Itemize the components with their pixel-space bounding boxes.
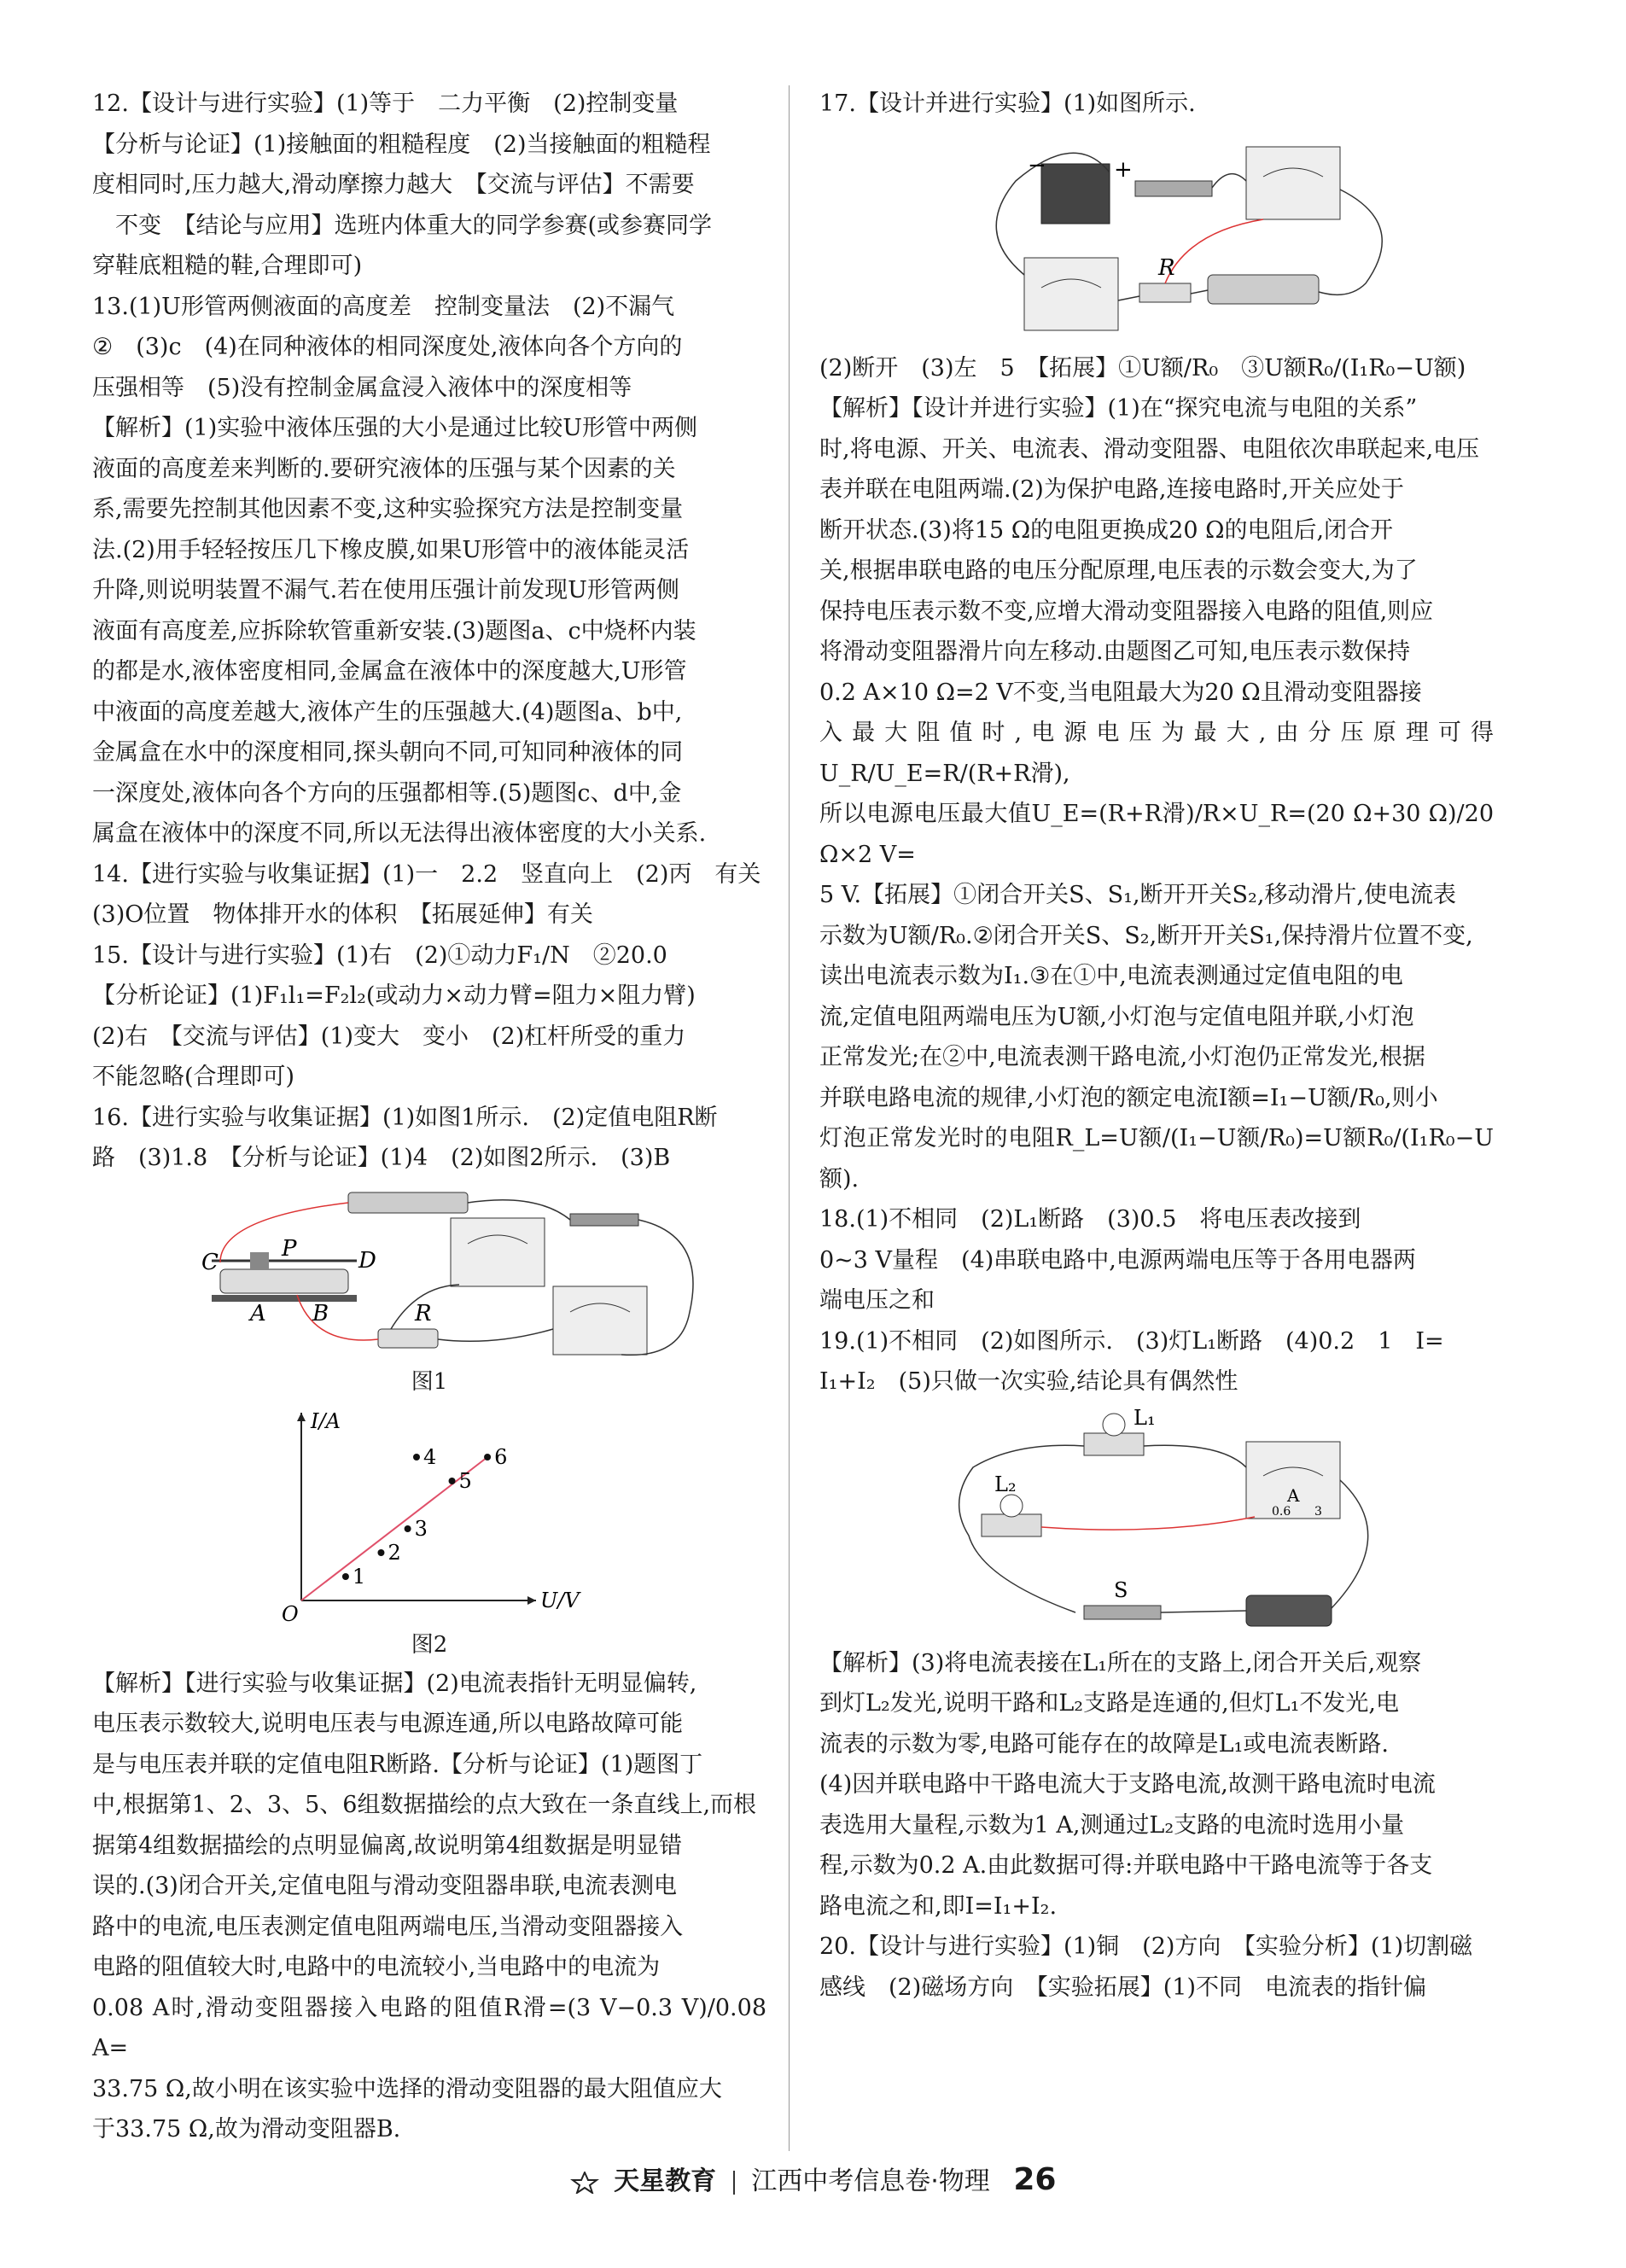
text-line: (4)因并联电路中干路电流大于支路电流,故测干路电流时电流 <box>819 1771 1436 1798</box>
text-line: 路 (3)1.8 【分析与论证】(1)4 (2)如图2所示. (3)B <box>92 1145 671 1171</box>
point-label-4: 4 <box>423 1444 437 1469</box>
text-line: 15.【设计与进行实验】(1)右 (2)①动力F₁/N ②20.0 <box>92 942 667 969</box>
figure-17 <box>819 130 1494 343</box>
right-text-block-2 <box>819 1643 1494 2009</box>
ammeter <box>1024 258 1118 330</box>
text-line: 保持电压表示数不变,应增大滑动变阻器接入电路的阻值,则应 <box>819 598 1434 625</box>
text-line: 于33.75 Ω,故为滑动变阻器B. <box>92 2116 401 2143</box>
text-line: 不变 【结论与应用】选班内体重大的同学参赛(或参赛同学 <box>92 212 713 239</box>
text-line: 16.【进行实验与收集证据】(1)如图1所示. (2)定值电阻R断 <box>92 1104 718 1131</box>
wire <box>438 1329 553 1341</box>
switch <box>1084 1606 1161 1619</box>
text-line: (2)断开 (3)左 5 【拓展】①U额/R₀ ③U额R₀/(I₁R₀−U额) <box>819 354 1466 382</box>
text-line: 并联电路电流的规律,小灯泡的额定电流I额=I₁−U额/R₀,则小 <box>819 1084 1438 1111</box>
circuit-figure-19 <box>819 1408 1494 1638</box>
text-line: 系,需要先控制其他因素不变,这种实验探究方法是控制变量 <box>92 496 684 522</box>
figure-1 <box>92 1184 766 1397</box>
text-line: 流,定值电阻两端电压为U额,小灯泡与定值电阻并联,小灯泡 <box>819 1003 1414 1030</box>
label-r: R <box>415 1300 432 1326</box>
battery <box>1246 1595 1332 1626</box>
text-line: 12.【设计与进行实验】(1)等于 二力平衡 (2)控制变量 <box>92 90 679 117</box>
text-line: 【解析】(1)实验中液体压强的大小是通过比较U形管中两侧 <box>92 415 697 441</box>
battery-pack <box>1041 164 1110 224</box>
label-s: S <box>1114 1577 1128 1602</box>
right-column <box>819 84 1494 2008</box>
switch <box>1135 181 1212 196</box>
label-ammeter-a: A <box>1287 1484 1300 1506</box>
rheostat-body <box>220 1269 348 1293</box>
text-line: 电路的阻值较大时,电路中的电流较小,当电路中的电流为 <box>92 1954 661 1980</box>
text-line: 读出电流表示数为I₁.③在①中,电流表测通过定值电阻的电 <box>819 963 1403 989</box>
text-line: 的都是水,液体密度相同,金属盒在液体中的深度越大,U形管 <box>92 658 687 685</box>
resistor-r <box>1139 283 1191 302</box>
text-line: 度相同时,压力越大,滑动摩擦力越大 【交流与评估】不需要 <box>92 172 695 198</box>
text-line: 示数为U额/R₀.②闭合开关S、S₂,断开开关S₁,保持滑片位置不变, <box>819 922 1473 949</box>
footer-separator <box>733 2171 735 2195</box>
text-line: 程,示数为0.2 A.由此数据可得:并联电路中干路电流等于各支 <box>819 1852 1433 1879</box>
text-line: 液面有高度差,应拆除软管重新安装.(3)题图a、c中烧杯内装 <box>92 617 696 644</box>
wire <box>1161 1611 1246 1612</box>
text-line: 5 V.【拓展】①闭合开关S、S₁,断开开关S₂,移动滑片,使电流表 <box>819 882 1457 908</box>
point-label-2: 2 <box>388 1540 401 1565</box>
voltmeter <box>451 1218 545 1286</box>
ammeter <box>1246 1442 1340 1519</box>
voltmeter <box>1246 147 1340 219</box>
label-r: R <box>1158 254 1175 281</box>
star-logo-icon <box>570 2172 599 2194</box>
brand-name: 天星教育 <box>614 2166 717 2196</box>
point-label-1: 1 <box>352 1564 366 1589</box>
data-point-3 <box>405 1525 411 1532</box>
label-plus: + <box>1114 156 1133 183</box>
text-line: 金属盒在水中的深度相同,探头朝向不同,可知同种液体的同 <box>92 739 684 766</box>
text-line: 中液面的高度差越大,液体产生的压强越大.(4)题图a、b中, <box>92 698 683 726</box>
text-line: 路电流之和,即I=I₁+I₂. <box>819 1892 1058 1920</box>
y-axis-arrow <box>297 1413 306 1421</box>
wire <box>1212 173 1246 187</box>
text-line: 液面的高度差来判断的.要研究液体的压强与某个因素的关 <box>92 455 676 482</box>
text-line: 压强相等 (5)没有控制金属盒浸入液体中的深度相等 <box>92 374 632 401</box>
label-range-3: 3 <box>1314 1504 1322 1519</box>
lamp-l1 <box>1103 1414 1125 1436</box>
column-divider <box>789 85 790 2151</box>
wire <box>1191 290 1208 294</box>
text-line: (3)O位置 物体排开水的体积 【拓展延伸】有关 <box>92 901 593 928</box>
figure-19 <box>819 1408 1494 1638</box>
label-l1: L₁ <box>1134 1407 1156 1430</box>
text-line: 到灯L₂发光,说明干路和L₂支路是连通的,但灯L₁不发光,电 <box>819 1690 1400 1717</box>
text-line: 中,根据第1、2、3、5、6组数据描绘的点大致在一条直线上,而根 <box>92 1792 757 1818</box>
text-line: 20.【设计与进行实验】(1)铜 (2)方向 【实验分析】(1)切割磁 <box>819 1933 1473 1960</box>
point-label-3: 3 <box>414 1516 428 1541</box>
circuit-figure-1 <box>92 1184 766 1363</box>
text-line: 升降,则说明装置不漏气.若在使用压强计前发现U形管两侧 <box>92 577 679 603</box>
text-line: 据第4组数据描绘的点明显偏离,故说明第4组数据是明显错 <box>92 1832 682 1859</box>
lamp-l2-holder <box>982 1514 1041 1536</box>
text-line: 是与电压表并联的定值电阻R断路.【分析与论证】(1)题图丁 <box>92 1751 703 1778</box>
label-b: B <box>312 1300 329 1326</box>
origin-label: O <box>282 1601 299 1626</box>
text-line: 所以电源电压最大值U_E=(R+R滑)/R×U_R=(20 Ω+30 Ω)/20 Ω×2 V= <box>819 801 1494 868</box>
data-point-2 <box>377 1549 384 1556</box>
figure-2-caption: 图2 <box>411 1631 448 1658</box>
text-line: 【解析】(3)将电流表接在L₁所在的支路上,闭合开关后,观察 <box>819 1649 1422 1676</box>
text-line: I₁+I₂ (5)只做一次实验,结论具有偶然性 <box>819 1368 1238 1395</box>
text-line: 表并联在电阻两端.(2)为保护电路,连接电路时,开关应处于 <box>819 476 1404 503</box>
data-point-1 <box>342 1573 349 1580</box>
page-number: 26 <box>1013 2162 1057 2197</box>
iu-chart <box>92 1402 766 1626</box>
text-line: 一深度处,液体向各个方向的压强都相等.(5)题图c、d中,金 <box>92 779 682 807</box>
lamp-l2 <box>1000 1495 1023 1517</box>
left-column <box>92 84 766 2150</box>
lamp-l1-holder <box>1084 1433 1144 1455</box>
text-line: 误的.(3)闭合开关,定值电阻与滑动变阻器串联,电流表测电 <box>92 1873 677 1899</box>
text-line: 19.(1)不相同 (2)如图所示. (3)灯L₁断路 (4)0.2 1 I= <box>819 1327 1444 1355</box>
text-line: 路中的电流,电压表测定值电阻两端电压,当滑动变阻器接入 <box>92 1913 684 1940</box>
left-text-block <box>92 84 766 1179</box>
text-line: 入最大阻值时,电源电压为最大,由分压原理可得U_R/U_E=R/(R+R滑), <box>819 720 1494 787</box>
wire <box>1118 296 1139 300</box>
wire <box>1165 219 1263 283</box>
text-line: 端电压之和 <box>819 1287 935 1314</box>
text-line: 14.【进行实验与收集证据】(1)一 2.2 竖直向上 (2)丙 有关 <box>92 860 761 888</box>
wire <box>468 1199 570 1219</box>
y-axis-label: I/A <box>311 1408 341 1433</box>
data-point-4 <box>413 1454 420 1460</box>
figure-1-caption: 图1 <box>411 1368 448 1395</box>
text-line: ② (3)c (4)在同种液体的相同深度处,液体向各个方向的 <box>92 334 683 360</box>
text-line: 关,根据串联电路的电压分配原理,电压表的示数会变大,为了 <box>819 557 1418 584</box>
footer-title: 江西中考信息卷·物理 <box>751 2166 990 2196</box>
text-line: 13.(1)U形管两侧液面的高度差 控制变量法 (2)不漏气 <box>92 293 675 320</box>
rheostat-slider <box>250 1252 269 1269</box>
ammeter <box>553 1286 647 1355</box>
label-c: C <box>201 1249 219 1275</box>
text-line: 表选用大量程,示数为1 A,测通过L₂支路的电流时选用小量 <box>819 1811 1405 1839</box>
text-line: 【解析】【进行实验与收集证据】(2)电流表指针无明显偏转, <box>92 1670 697 1697</box>
text-line: 将滑动变阻器滑片向左移动.由题图乙可知,电压表示数保持 <box>819 638 1411 665</box>
label-a: A <box>250 1300 266 1326</box>
label-l2: L₂ <box>994 1472 1017 1496</box>
text-line: 法.(2)用手轻轻按压几下橡皮膜,如果U形管中的液体能灵活 <box>92 536 690 563</box>
text-line: 时,将电源、开关、电流表、滑动变阻器、电阻依次串联起来,电压 <box>819 435 1480 463</box>
x-axis-arrow <box>527 1596 536 1605</box>
text-line: 不能忽略(合理即可) <box>92 1064 295 1090</box>
text-line: 灯泡正常发光时的电阻R_L=U额/(I₁−U额/R₀)=U额R₀/(I₁R₀−U额). <box>819 1125 1494 1192</box>
wire <box>1144 1445 1246 1467</box>
data-point-5 <box>449 1478 456 1484</box>
resistor-r <box>378 1329 438 1348</box>
page-footer <box>0 2160 1626 2197</box>
text-line: 流表的示数为零,电路可能存在的故障是L₁或电流表断路. <box>819 1730 1389 1758</box>
text-line: 17.【设计并进行实验】(1)如图所示. <box>819 90 1196 117</box>
right-text-block <box>819 348 1494 1402</box>
text-line: 正常发光;在②中,电流表测干路电流,小灯泡仍正常发光,根据 <box>819 1044 1425 1070</box>
x-axis-label: U/V <box>540 1588 580 1612</box>
text-line: 穿鞋底粗糙的鞋,合理即可) <box>92 253 363 279</box>
label-p: P <box>282 1235 297 1262</box>
text-line: 0~3 V量程 (4)串联电路中,电源两端电压等于各用电器两 <box>819 1246 1416 1274</box>
figure-2 <box>92 1402 766 1659</box>
switch <box>570 1214 638 1226</box>
text-line: 断开状态.(3)将15 Ω的电阻更换成20 Ω的电阻后,闭合开 <box>819 516 1394 544</box>
text-line: 0.2 A×10 Ω=2 V不变,当电阻最大为20 Ω且滑动变阻器接 <box>819 679 1422 706</box>
wire <box>1041 1517 1255 1530</box>
text-line: 【解析】【设计并进行实验】(1)在“探究电流与电阻的关系” <box>819 395 1418 422</box>
circuit-figure-17 <box>819 130 1494 343</box>
text-line: 感线 (2)磁场方向 【实验拓展】(1)不同 电流表的指针偏 <box>819 1974 1426 2001</box>
data-point-6 <box>484 1454 491 1460</box>
text-line: 【分析论证】(1)F₁l₁=F₂l₂(或动力×动力臂=阻力×阻力臂) <box>92 982 696 1009</box>
text-line: 【分析与论证】(1)接触面的粗糙程度 (2)当接触面的粗糙程 <box>92 131 711 158</box>
label-minus: − <box>1028 152 1046 178</box>
battery <box>348 1192 468 1213</box>
rheostat-base <box>212 1295 357 1302</box>
left-text-block-2 <box>92 1664 766 2150</box>
text-line: 电压表示数较大,说明电压表与电源连通,所以电路故障可能 <box>92 1711 684 1737</box>
point-label-6: 6 <box>494 1444 508 1469</box>
rheostat <box>1208 275 1319 304</box>
text-line: (2)右 【交流与评估】(1)变大 变小 (2)杠杆所受的重力 <box>92 1023 686 1050</box>
point-label-5: 5 <box>458 1468 472 1493</box>
text-line: 0.08 A时,滑动变阻器接入电路的阻值R滑=(3 V−0.3 V)/0.08 A= <box>92 1994 766 2061</box>
label-d: D <box>358 1247 376 1274</box>
label-range-06: 0.6 <box>1272 1504 1291 1519</box>
text-line: 属盒在液体中的深度不同,所以无法得出液体密度的大小关系. <box>92 820 707 847</box>
text-line: 33.75 Ω,故小明在该实验中选择的滑动变阻器的最大阻值应大 <box>92 2075 722 2102</box>
text-line: 18.(1)不相同 (2)L₁断路 (3)0.5 将电压表改接到 <box>819 1206 1361 1233</box>
